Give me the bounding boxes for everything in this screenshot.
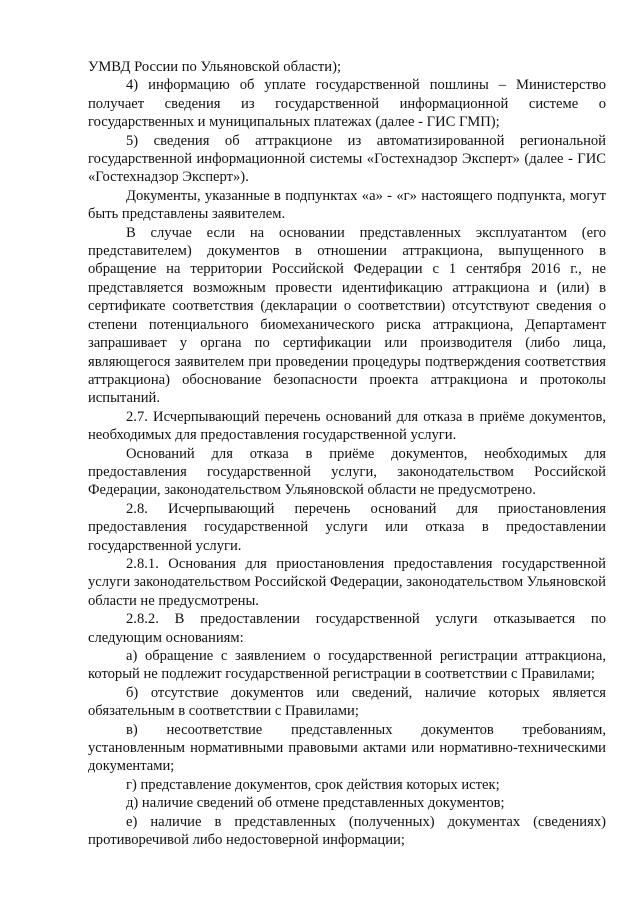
list-item-b: б) отсутствие документов или сведений, наличие которых является обязательным в соответствии с Правилами;	[88, 684, 606, 720]
paragraph-identification-case: В случае если на основании представленных эксплуатантом (его представителем) документов в отношении аттракциона, выпущенного в обращение на территории Российской Федерации с 1 сентября 2016 г., не представляется возможным провести идентификацию аттракциона и (или) в сертификате соответствия (декларации о соответствии) отсутствуют сведения о степени потенциального биомеханического риска аттракциона, Департамент запрашивает у органа по сертификации или производителя (либо лица, являющегося заявителем при проведении процедуры подтверждения соответствия аттракциона) обоснование безопасности проекта аттракциона и протоколы испытаний.	[88, 224, 606, 407]
paragraph-item-5-gostekhnadzor: 5) сведения об аттракционе из автоматизированной региональной государственной информационной системы «Гостехнадзор Эксперт» (далее - ГИС «Гостехнадзор Эксперт»).	[88, 132, 606, 186]
paragraph-documents-by-applicant: Документы, указанные в подпунктах «а» - «г» настоящего подпункта, могут быть представлены заявителем.	[88, 187, 606, 223]
paragraph-section-2-8-1: 2.8.1. Основания для приостановления предоставления государственной услуги законодательством Российской Федерации, законодательством Ульяновской области не предусмотрены.	[88, 555, 606, 609]
paragraph-section-2-8: 2.8. Исчерпывающий перечень оснований для приостановления предоставления государственной услуги или отказа в предоставлении государственной услуги.	[88, 500, 606, 554]
list-item-a: а) обращение с заявлением о государственной регистрации аттракциона, который не подлежит государственной регистрации в соответствии с Правилами;	[88, 648, 606, 683]
list-item-v: в) несоответствие представленных документов требованиям, установленным нормативными правовыми актами или нормативно-техническими документами;	[88, 721, 606, 775]
paragraph-section-2-8-2: 2.8.2. В предоставлении государственной услуги отказывается по следующим основаниям:	[88, 611, 606, 646]
list-item-d: д) наличие сведений об отмене представленных документов;	[126, 795, 505, 812]
document-page	[88, 58, 606, 849]
list-item-e: е) наличие в представленных (полученных) документах (сведениях) противоречивой либо недостоверной информации;	[88, 813, 606, 849]
paragraph-umvd-continuation: УМВД России по Ульяновской области);	[88, 59, 342, 75]
paragraph-item-4-gis-gmp: 4) информацию об уплате государственной пошлины – Министерство получает сведения из государственной информационной системе о государственных и муниципальных платежах (далее - ГИС ГМП);	[88, 77, 606, 131]
paragraph-section-2-7: 2.7. Исчерпывающий перечень оснований для отказа в приёме документов, необходимых для предоставления государственной услуги.	[88, 408, 606, 444]
list-item-g: г) представление документов, срок действия которых истек;	[126, 776, 500, 793]
paragraph-no-grounds-refusal: Оснований для отказа в приёме документов, необходимых для предоставления государственной услуги, законодательством Российской Федерации, законодательством Ульяновской области не предусмотрено.	[88, 445, 606, 499]
